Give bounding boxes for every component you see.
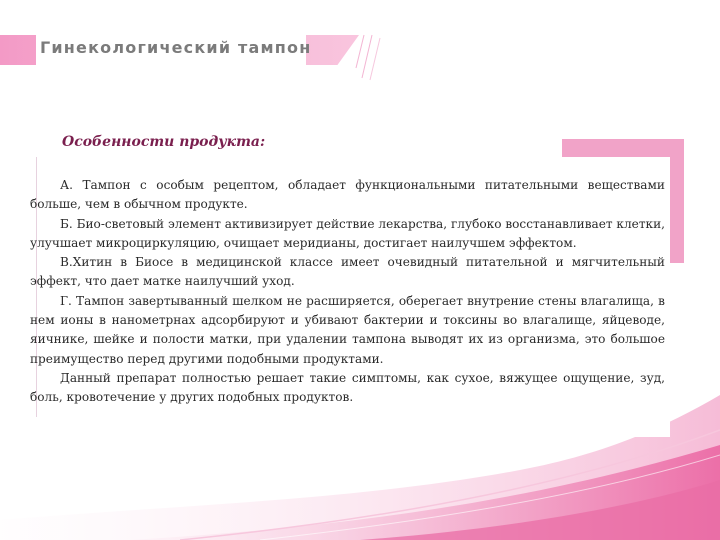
decor-line	[356, 35, 364, 68]
paragraph-c: В.Хитин в Биосе в медицинской классе имеет очевидный питательной и мягчительный эффект, что дает матке наилучший уход.	[30, 255, 665, 289]
decor-line	[362, 35, 372, 78]
section-subtitle: Особенности продукта:	[62, 134, 266, 150]
product-description	[30, 176, 665, 408]
paragraph-summary: Данный препарат полностью решает такие симптомы, как сухое, вяжущее ощущение, зуд, боль, кровотечение у других подобных продуктов.	[30, 370, 665, 405]
paragraph-a: А. Тампон с особым рецептом, обладает функциональными питательными веществами больше, чем в обычном продукте.	[30, 178, 665, 212]
decor-line	[370, 38, 380, 80]
paragraph-b: Б. Био-световый элемент активизирует действие лекарства, глубоко восстанавливает клетки, улучшает микроциркуляцию, очищает меридианы, достигает наилучшем эффектом.	[30, 216, 665, 250]
page-title: Гинекологический тампон	[40, 38, 312, 57]
paragraph-d: Г. Тампон завертыванный шелком не расширяется, оберегает внутрение стены влагалища, в нем ионы в нанометрнах адсорбируют и убивают бактерии и токсины во влагалище, яйцеводе, яичнике, шейке и полости матки, при удалении тампона выводят их из организма, это большое преимущество перед другими подобными продуктами.	[30, 293, 665, 366]
